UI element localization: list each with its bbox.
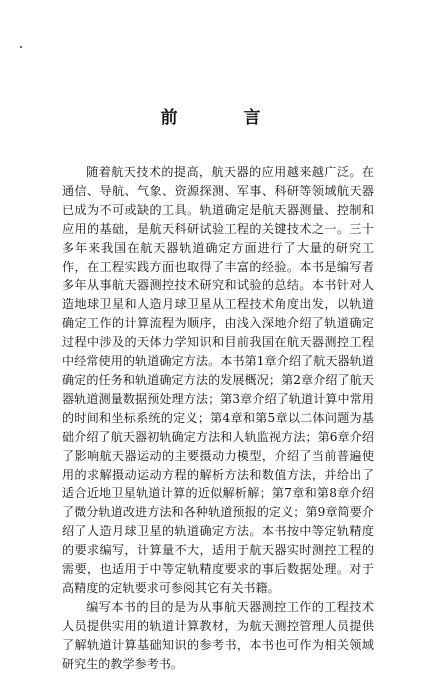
- scan-speck: [20, 46, 22, 48]
- preface-paragraph-2: 编写本书的目的是为从事航天器测控工作的工程技术人员提供实用的轨道计算教材，为航天测控管理人员提供了解轨道计算基础知识的参考书，本书也可作为相关领域研究生的教学参考书。: [62, 599, 374, 671]
- preface-body: [62, 163, 374, 673]
- page-title: 前 言: [160, 108, 291, 128]
- preface-paragraph-1: 随着航天技术的提高，航天器的应用越来越广泛。在通信、导航、气象、资源探测、军事、科研等领域航天器已成为不可或缺的工具。轨道确定是航天器测量、控制和应用的基础，是航天科研试验工程的关键技术之一。三十多年来我国在航天器轨道确定方面进行了大量的研究工作，在工程实践方面也取得了丰富的经验。本书是编写者多年从事航天器测控技术研究和试验的总结。本书针对人造地球卫星和人造月球卫星从工程技术角度出发，以轨道确定工作的计算流程为顺序，由浅入深地介绍了轨道确定过程中涉及的天体力学知识和目前我国在航天器测控工程中经常使用的轨道确定方法。本书第1章介绍了航天器轨道确定的任务和轨道确定方法的发展概况；第2章介绍了航天器轨道测量数据预处理方法；第3章介绍了轨道计算中常用的时间和坐标系统的定义；第4章和第5章以二体问题为基础介绍了航天器初轨确定方法和人轨监视方法；第6章介绍了影响航天器运动的主要摄动力模型，介绍了当前普遍使用的求解摄动运动方程的解析方法和数值方法，并给出了适合近地卫星轨道计算的近似解析解；第7章和第8章介绍了微分轨道改进方法和各种轨道预报的定义；第9章简要介绍了人造月球卫星的轨道确定方法。本书按中等定轨精度的要求编写，计算量不大，适用于航天器实时测控工程的需要，也适用于中等定轨精度要求的事后数据处理。对于高精度的定轨要求可参阅其它有关书籍。: [62, 165, 374, 595]
